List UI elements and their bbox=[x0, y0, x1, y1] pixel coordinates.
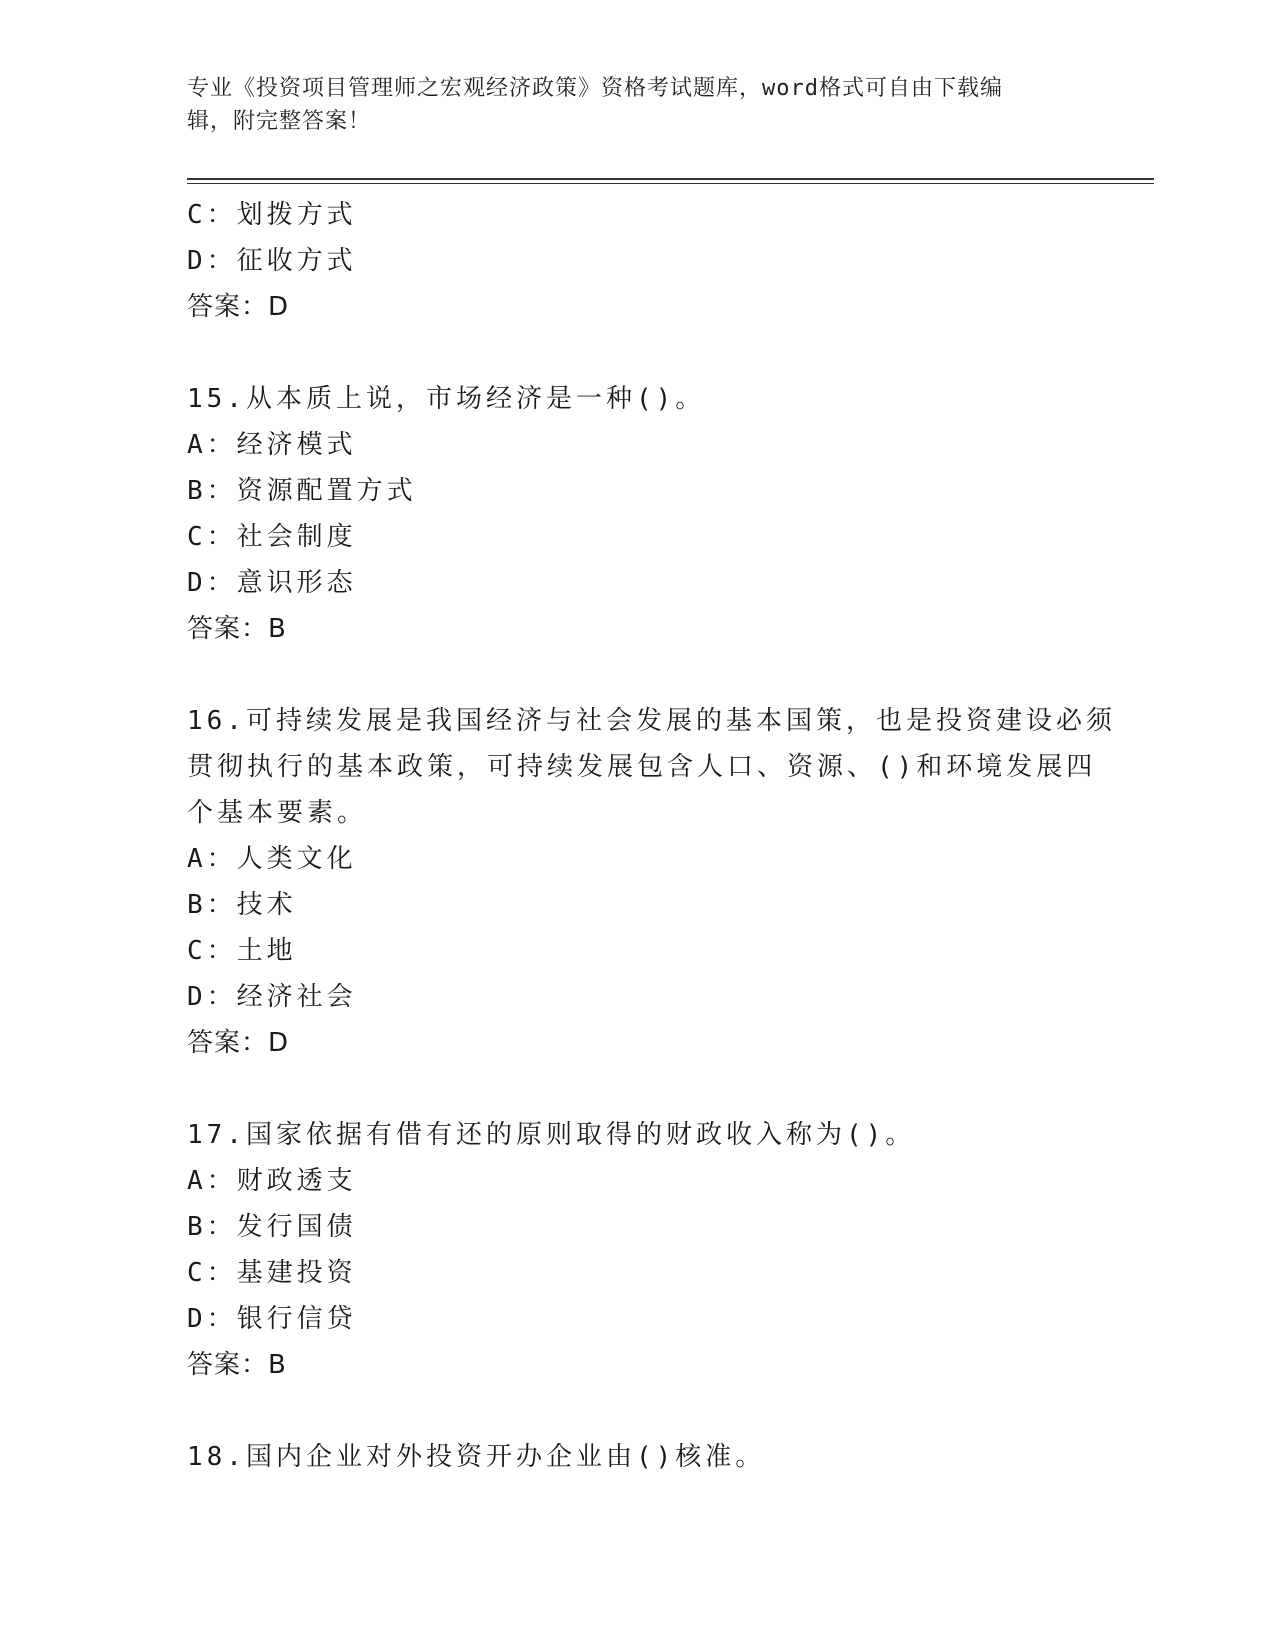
question-16 bbox=[187, 698, 1116, 1066]
option-c: C：基建投资 bbox=[187, 1258, 357, 1288]
question-text: 18.国内企业对外投资开办企业由()核准。 bbox=[187, 1442, 766, 1472]
header-rule-thick bbox=[187, 178, 1154, 180]
option-b: B：资源配置方式 bbox=[187, 476, 417, 506]
option-a: A：经济模式 bbox=[187, 430, 357, 460]
document-header bbox=[187, 72, 1087, 138]
option-a: A：人类文化 bbox=[187, 844, 357, 874]
option-d: D：银行信贷 bbox=[187, 1304, 357, 1334]
option-c: C：划拨方式 bbox=[187, 200, 357, 230]
option-c: C：社会制度 bbox=[187, 522, 357, 552]
spacer bbox=[187, 1066, 1087, 1112]
document-body bbox=[187, 192, 1116, 1480]
answer-line: 答案：D bbox=[187, 1028, 290, 1058]
option-d: D：经济社会 bbox=[187, 982, 357, 1012]
question-17 bbox=[187, 1112, 1087, 1388]
spacer bbox=[187, 330, 1087, 376]
question-text: 17.国家依据有借有还的原则取得的财政收入称为()。 bbox=[187, 1120, 916, 1150]
header-rule-thin bbox=[187, 183, 1154, 184]
question-text: 15.从本质上说，市场经济是一种()。 bbox=[187, 384, 706, 414]
header-line-1: 专业《投资项目管理师之宏观经济政策》资格考试题库，word格式可自由下载编 bbox=[187, 76, 1003, 101]
option-d: D：意识形态 bbox=[187, 568, 357, 598]
answer-line: 答案：D bbox=[187, 292, 290, 322]
option-b: B：技术 bbox=[187, 890, 297, 920]
option-b: B：发行国债 bbox=[187, 1212, 357, 1242]
question-18 bbox=[187, 1434, 1087, 1480]
option-c: C：土地 bbox=[187, 936, 297, 966]
spacer bbox=[187, 652, 1087, 698]
question-text: 贯彻执行的基本政策，可持续发展包含人口、资源、()和环境发展四 bbox=[187, 752, 1097, 782]
option-a: A：财政透支 bbox=[187, 1166, 357, 1196]
answer-line: 答案：B bbox=[187, 614, 287, 644]
question-15 bbox=[187, 376, 1087, 652]
answer-line: 答案：B bbox=[187, 1350, 287, 1380]
spacer bbox=[187, 1388, 1087, 1434]
question-text: 16.可持续发展是我国经济与社会发展的基本国策，也是投资建设必须 bbox=[187, 706, 1116, 736]
header-line-2: 辑，附完整答案！ bbox=[187, 109, 372, 134]
question-text: 个基本要素。 bbox=[187, 798, 368, 828]
question-14-tail bbox=[187, 192, 1087, 330]
option-d: D：征收方式 bbox=[187, 246, 357, 276]
